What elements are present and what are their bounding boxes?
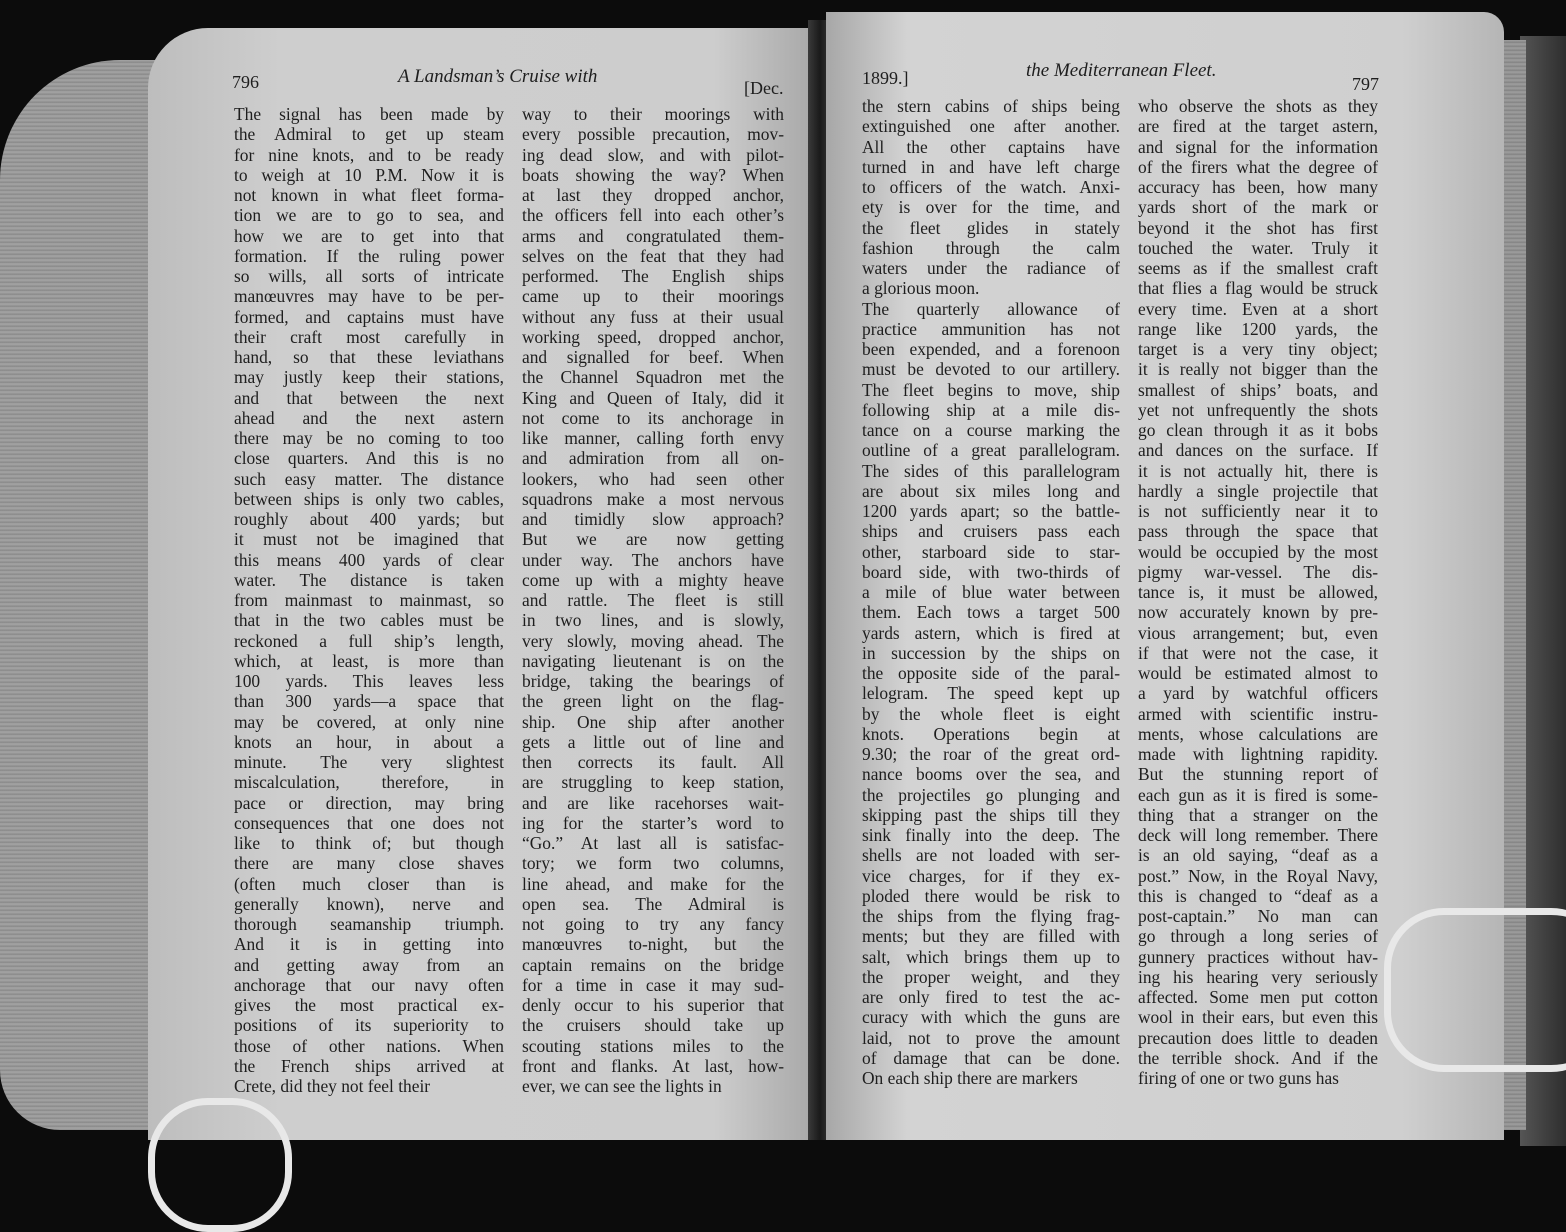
text-line: The fleet begins to move, ship xyxy=(862,379,1120,400)
text-line: nance booms over the sea, and xyxy=(862,764,1120,785)
text-line: manœuvres may have to be per- xyxy=(234,286,504,307)
text-line: target is a very tiny object; xyxy=(1138,339,1378,359)
text-line: precaution does little to deaden xyxy=(1138,1027,1378,1048)
text-line: under way. The anchors have xyxy=(522,549,784,570)
text-line: them. Each tows a target 500 xyxy=(862,602,1120,623)
text-line: from mainmast to mainmast, so xyxy=(234,590,504,610)
text-line: open sea. The Admiral is xyxy=(522,893,784,914)
text-line: and signalled for beef. When xyxy=(522,347,784,367)
date-mark: [Dec. xyxy=(744,78,784,98)
text-line: roughly about 400 yards; but xyxy=(234,509,504,529)
text-line: in succession by the ships on xyxy=(862,642,1120,663)
text-line: post-captain.” No man can xyxy=(1138,906,1378,926)
text-line: are struggling to keep station, xyxy=(522,772,784,793)
text-line: a yard by watchful officers xyxy=(1138,683,1378,704)
text-line: gunnery practices without hav- xyxy=(1138,946,1378,967)
text-line: at last they dropped anchor, xyxy=(522,185,784,205)
text-line: ments; but they are filled with xyxy=(862,926,1120,947)
text-line: curacy with which the guns are xyxy=(862,1007,1120,1028)
text-line: it must not be imagined that xyxy=(234,529,504,550)
text-line: the projectiles go plunging and xyxy=(862,784,1120,805)
text-line: lookers, who had seen other xyxy=(522,468,784,489)
text-line: the fleet glides in stately xyxy=(862,217,1120,238)
text-line: arms and congratulated them- xyxy=(522,225,784,246)
text-line: is an old saying, “deaf as a xyxy=(1138,845,1378,866)
text-line: yet not unfrequently the shots xyxy=(1138,399,1378,420)
text-line: extinguished one after another. xyxy=(862,116,1120,137)
text-line: formation. If the ruling power xyxy=(234,245,504,266)
running-title: the Mediterranean Fleet. xyxy=(1026,60,1217,81)
text-line: the terrible shock. And if the xyxy=(1138,1047,1378,1068)
text-line: the Channel Squadron met the xyxy=(522,367,784,388)
text-line: than 300 yards—a space that xyxy=(234,691,504,712)
text-line: consequences that one does not xyxy=(234,812,504,833)
text-line: like manner, calling forth envy xyxy=(522,428,784,448)
text-line: then corrects its fault. All xyxy=(522,752,784,772)
text-line: that in the two cables must be xyxy=(234,610,504,631)
text-line: post.” Now, in the Royal Navy, xyxy=(1138,865,1378,886)
text-line: (often much closer than is xyxy=(234,873,504,894)
text-line: to weigh at 10 P.M. Now it is xyxy=(234,164,504,185)
text-line: 100 yards. This leaves less xyxy=(234,671,504,691)
text-line: every possible precaution, mov- xyxy=(522,124,784,145)
text-line: seems as if the smallest craft xyxy=(1138,258,1378,278)
text-line: positions of its superiority to xyxy=(234,1015,504,1036)
text-line: and dances on the surface. If xyxy=(1138,440,1378,461)
text-column-2 xyxy=(522,104,784,1096)
text-line: such easy matter. The distance xyxy=(234,468,504,489)
text-line: ever, we can see the lights in xyxy=(522,1076,722,1096)
text-line: thing that a stranger on the xyxy=(1138,804,1378,825)
text-line: ships and cruisers pass each xyxy=(862,521,1120,542)
text-line: tion we are to go to sea, and xyxy=(234,205,504,226)
text-line: affected. Some men put cotton xyxy=(1138,987,1378,1007)
text-line: are only fired to test the ac- xyxy=(862,987,1120,1007)
text-line: a glorious moon. xyxy=(862,278,980,299)
text-line: which, at least, is more than xyxy=(234,650,504,671)
text-line: tance on a course marking the xyxy=(862,420,1120,440)
text-line: following ship at a mile dis- xyxy=(862,399,1120,420)
text-line: scouting stations miles to the xyxy=(522,1035,784,1056)
text-line: tory; we form two columns, xyxy=(522,853,784,874)
text-line: and that between the next xyxy=(234,387,504,408)
text-line: pigmy war-vessel. The dis- xyxy=(1138,561,1378,582)
text-line: ments, whose calculations are xyxy=(1138,723,1378,744)
text-line: of damage that can be done. xyxy=(862,1047,1120,1068)
text-line: for a time in case it may sud- xyxy=(522,974,784,995)
text-line: may be covered, at only nine xyxy=(234,711,504,732)
text-line: anchorage that our navy often xyxy=(234,974,504,995)
text-line: manœuvres to-night, but the xyxy=(522,934,784,955)
text-line: it is really not bigger than the xyxy=(1138,359,1378,380)
text-line: salt, which brings them up to xyxy=(862,946,1120,967)
text-line: touched the water. Truly it xyxy=(1138,237,1378,258)
text-line: not come to its anchorage in xyxy=(522,407,784,428)
text-line: may justly keep their stations, xyxy=(234,367,504,388)
text-line: the officers fell into each other’s xyxy=(522,205,784,226)
text-line: sink finally into the deep. The xyxy=(862,825,1120,845)
text-line: miscalculation, therefore, in xyxy=(234,772,504,793)
text-line: other, starboard side to star- xyxy=(862,541,1120,562)
text-line: must be devoted to our artillery. xyxy=(862,359,1120,380)
text-line: ety is over for the time, and xyxy=(862,197,1120,218)
text-line: hardly a single projectile that xyxy=(1138,480,1378,501)
text-line: way to their moorings with xyxy=(522,104,784,124)
text-line: ahead and the next astern xyxy=(234,407,504,428)
text-line: On each ship there are markers xyxy=(862,1068,1078,1088)
text-line: But the stunning report of xyxy=(1138,764,1378,785)
text-line: and rattle. The fleet is still xyxy=(522,590,784,610)
text-line: knots. Operations begin at xyxy=(862,723,1120,744)
text-line: are about six miles long and xyxy=(862,480,1120,501)
text-line: But we are now getting xyxy=(522,529,784,550)
date-mark: 1899.] xyxy=(862,68,909,88)
text-line: how we are to get into that xyxy=(234,225,504,246)
text-column-1 xyxy=(234,104,504,1096)
text-line: without any fuss at their usual xyxy=(522,306,784,327)
text-line: laid, not to prove the amount xyxy=(862,1027,1120,1048)
text-line: shells are not loaded with ser- xyxy=(862,845,1120,866)
text-line: generally known), nerve and xyxy=(234,893,504,914)
text-line: thorough seamanship triumph. xyxy=(234,914,504,934)
text-line: working speed, dropped anchor, xyxy=(522,326,784,347)
text-line: of the firers what the degree of xyxy=(1138,156,1378,177)
text-line: denly occur to his superior that xyxy=(522,995,784,1015)
text-line: beyond it the shot has first xyxy=(1138,217,1378,238)
text-line: would be occupied by the most xyxy=(1138,541,1378,562)
text-line: waters under the radiance of xyxy=(862,258,1120,278)
text-line: front and flanks. At last, how- xyxy=(522,1055,784,1076)
text-column-2 xyxy=(1138,96,1378,1088)
text-line: their craft most carefully in xyxy=(234,326,504,347)
text-line: the proper weight, and they xyxy=(862,966,1120,987)
page-clip-right xyxy=(1384,908,1566,1072)
text-line: captain remains on the bridge xyxy=(522,954,784,975)
text-line: vious arrangement; but, even xyxy=(1138,622,1378,643)
text-line: performed. The English ships xyxy=(522,266,784,286)
text-line: hand, so that these leviathans xyxy=(234,347,504,367)
text-line: this is changed to “deaf as a xyxy=(1138,885,1378,906)
text-line: come up with a mighty heave xyxy=(522,569,784,590)
text-line: outline of a great parallelogram. xyxy=(862,440,1120,461)
text-line: and admiration from all on- xyxy=(522,448,784,469)
left-page-edges xyxy=(0,60,160,1130)
text-line: and timidly slow approach? xyxy=(522,509,784,529)
text-line: turned in and have left charge xyxy=(862,156,1120,177)
text-line: bridge, taking the bearings of xyxy=(522,671,784,691)
text-line: The quarterly allowance of xyxy=(862,298,1120,319)
text-line: yards astern, which is fired at xyxy=(862,622,1120,643)
text-line: between ships is only two cables, xyxy=(234,488,504,509)
text-line: The sides of this parallelogram xyxy=(862,460,1120,481)
text-line: armed with scientific instru- xyxy=(1138,703,1378,724)
text-line: not going to try any fancy xyxy=(522,914,784,934)
text-line: pass through the space that xyxy=(1138,521,1378,542)
running-title: A Landsman’s Cruise with xyxy=(398,66,598,87)
text-line: lelogram. The speed kept up xyxy=(862,683,1120,704)
left-page xyxy=(148,28,814,1140)
text-line: selves on the feat that they had xyxy=(522,245,784,266)
text-line: yards short of the mark or xyxy=(1138,197,1378,218)
text-line: knots an hour, in about a xyxy=(234,731,504,752)
text-line: and getting away from an xyxy=(234,954,504,975)
text-line: pace or direction, may bring xyxy=(234,792,504,813)
text-line: vice charges, for if they ex- xyxy=(862,865,1120,886)
text-line: ing dead slow, and with pilot- xyxy=(522,144,784,165)
text-line: so wills, all sorts of intricate xyxy=(234,266,504,286)
text-line: close quarters. And this is no xyxy=(234,448,504,469)
text-line: the ships from the flying frag- xyxy=(862,906,1120,926)
text-line: deck will long remember. There xyxy=(1138,825,1378,845)
text-line: The signal has been made by xyxy=(234,104,504,124)
text-line: by the whole fleet is eight xyxy=(862,703,1120,724)
text-line: there may be no coming to too xyxy=(234,428,504,448)
text-line: each gun as it is fired is some- xyxy=(1138,784,1378,805)
text-line: boats showing the way? When xyxy=(522,164,784,185)
text-line: And it is in getting into xyxy=(234,934,504,955)
text-line: water. The distance is taken xyxy=(234,569,504,590)
text-line: navigating lieutenant is on the xyxy=(522,650,784,671)
page-clip-left xyxy=(148,1098,292,1232)
text-line: now accurately known by pre- xyxy=(1138,602,1378,623)
text-line: formed, and captains must have xyxy=(234,306,504,327)
text-line: been expended, and a forenoon xyxy=(862,339,1120,359)
text-line: would be estimated almost to xyxy=(1138,663,1378,683)
text-line: Crete, did they not feel their xyxy=(234,1076,431,1096)
text-line: a mile of blue water between xyxy=(862,582,1120,602)
text-line: go through a long series of xyxy=(1138,926,1378,947)
text-line: the stern cabins of ships being xyxy=(862,96,1120,116)
text-line: fashion through the calm xyxy=(862,237,1120,258)
text-line: All the other captains have xyxy=(862,136,1120,157)
text-line: there are many close shaves xyxy=(234,853,504,874)
text-line: who observe the shots as they xyxy=(1138,96,1378,116)
text-line: every time. Even at a short xyxy=(1138,298,1378,319)
text-line: made with lightning rapidity. xyxy=(1138,744,1378,764)
text-line: line ahead, and make for the xyxy=(522,873,784,894)
text-line: are fired at the target astern, xyxy=(1138,116,1378,137)
text-line: gives the most practical ex- xyxy=(234,995,504,1015)
text-line: and signal for the information xyxy=(1138,136,1378,157)
text-line: skipping past the ships till they xyxy=(862,804,1120,825)
text-line: ing for the starter’s word to xyxy=(522,812,784,833)
text-line: came up to their moorings xyxy=(522,286,784,307)
page-number: 797 xyxy=(1352,74,1379,94)
text-line: reckoned a full ship’s length, xyxy=(234,630,504,651)
text-line: “Go.” At last all is satisfac- xyxy=(522,833,784,853)
text-line: smallest of ships’ boats, and xyxy=(1138,379,1378,400)
text-line: minute. The very slightest xyxy=(234,752,504,772)
text-line: range like 1200 yards, the xyxy=(1138,318,1378,339)
text-line: accuracy has been, how many xyxy=(1138,177,1378,197)
text-line: and are like racehorses wait- xyxy=(522,792,784,813)
text-line: King and Queen of Italy, did it xyxy=(522,387,784,408)
text-line: board side, with two-thirds of xyxy=(862,561,1120,582)
text-line: this means 400 yards of clear xyxy=(234,549,504,570)
text-line: go clean through it as it bobs xyxy=(1138,420,1378,440)
text-line: those of other nations. When xyxy=(234,1035,504,1056)
text-column-1 xyxy=(862,96,1120,1088)
text-line: that flies a flag would be struck xyxy=(1138,278,1378,299)
text-line: it is not actually hit, there is xyxy=(1138,460,1378,481)
text-line: ploded there would be risk to xyxy=(862,885,1120,906)
text-line: is not sufficiently near it to xyxy=(1138,501,1378,521)
text-line: squadrons make a most nervous xyxy=(522,488,784,509)
text-line: practice ammunition has not xyxy=(862,318,1120,339)
text-line: ing his hearing very seriously xyxy=(1138,966,1378,987)
text-line: the French ships arrived at xyxy=(234,1055,504,1076)
text-line: wool in their ears, but even this xyxy=(1138,1007,1378,1028)
text-line: 1200 yards apart; so the battle- xyxy=(862,501,1120,521)
text-line: firing of one or two guns has xyxy=(1138,1068,1339,1088)
text-line: gets a little out of line and xyxy=(522,731,784,752)
text-line: the opposite side of the paral- xyxy=(862,663,1120,683)
page-number: 796 xyxy=(232,72,259,92)
text-line: for nine knots, and to be ready xyxy=(234,144,504,165)
text-line: the green light on the flag- xyxy=(522,691,784,712)
text-line: to officers of the watch. Anxi- xyxy=(862,177,1120,197)
text-line: tance is, it must be allowed, xyxy=(1138,582,1378,602)
text-line: if that were not the case, it xyxy=(1138,642,1378,663)
text-line: like to think of; but though xyxy=(234,833,504,853)
text-line: 9.30; the roar of the great ord- xyxy=(862,744,1120,764)
text-line: in two lines, and is slowly, xyxy=(522,610,784,631)
text-line: very slowly, moving ahead. The xyxy=(522,630,784,651)
text-line: the cruisers should take up xyxy=(522,1015,784,1036)
text-line: not known in what fleet forma- xyxy=(234,185,504,205)
text-line: ship. One ship after another xyxy=(522,711,784,732)
text-line: the Admiral to get up steam xyxy=(234,124,504,145)
